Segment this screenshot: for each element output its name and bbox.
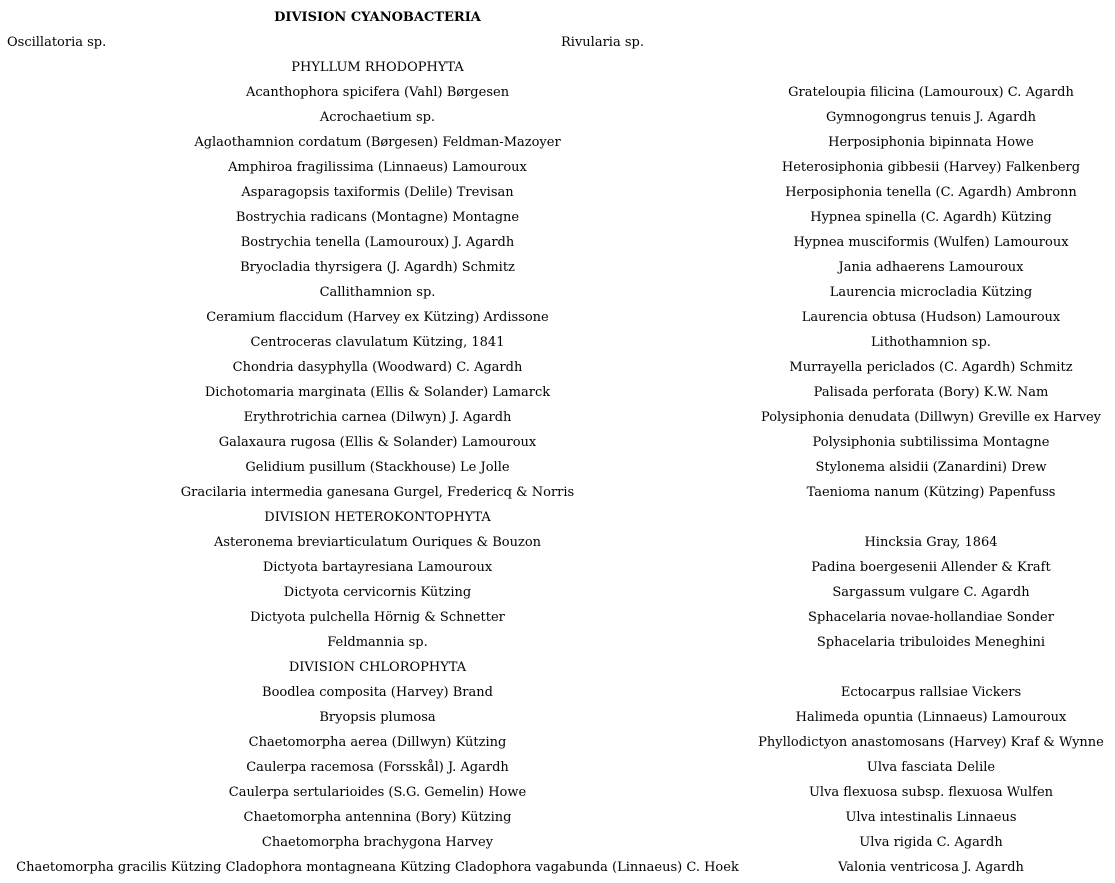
cyanobacteria-heading-row bbox=[0, 5, 1115, 30]
rhodophyta-species-left: Gracilaria intermedia ganesana Gurgel, Fredericq & Norris bbox=[180, 485, 575, 500]
rhodophyta-species-right: Laurencia obtusa (Hudson) Lamouroux bbox=[801, 310, 1061, 325]
chlorophyta-species-left: Caulerpa sertularioides (S.G. Gemelin) Howe bbox=[228, 785, 527, 800]
chlorophyta-species-left: Caulerpa racemosa (Forsskål) J. Agardh bbox=[246, 760, 509, 775]
cyanobacteria-species-row bbox=[0, 30, 1115, 55]
cyanobacteria-species-left: Oscillatoria sp. bbox=[7, 35, 107, 50]
rhodophyta-species-left: Ceramium flaccidum (Harvey ex Kützing) Ardissone bbox=[206, 310, 549, 325]
rhodophyta-species-row bbox=[0, 380, 1115, 405]
heterokontophyta-heading-row bbox=[0, 505, 1115, 530]
chlorophyta-heading: DIVISION CHLOROPHYTA bbox=[288, 660, 467, 675]
chlorophyta-species-right: Ulva flexuosa subsp. flexuosa Wulfen bbox=[808, 785, 1054, 800]
heterokontophyta-species-left: Dictyota cervicornis Kützing bbox=[283, 585, 472, 600]
rhodophyta-species-row bbox=[0, 330, 1115, 355]
heterokontophyta-species-right: Padina boergesenii Allender & Kraft bbox=[811, 560, 1051, 575]
heterokontophyta-species-row bbox=[0, 555, 1115, 580]
chlorophyta-species-right: Phyllodictyon anastomosans (Harvey) Kraf & Wynne bbox=[758, 735, 1104, 750]
rhodophyta-species-row bbox=[0, 305, 1115, 330]
rhodophyta-species-left: Asparagopsis taxiformis (Delile) Trevisan bbox=[241, 185, 514, 200]
rhodophyta-species-left: Callithamnion sp. bbox=[319, 285, 436, 300]
chlorophyta-species-right: Ulva rigida C. Agardh bbox=[859, 835, 1003, 850]
chlorophyta-species-row bbox=[0, 780, 1115, 805]
chlorophyta-species-row bbox=[0, 755, 1115, 780]
rhodophyta-species-left: Bostrychia tenella (Lamouroux) J. Agardh bbox=[240, 235, 515, 250]
rhodophyta-species-left: Chondria dasyphylla (Woodward) C. Agardh bbox=[232, 360, 523, 375]
rhodophyta-species-left: Erythrotrichia carnea (Dilwyn) J. Agardh bbox=[243, 410, 512, 425]
chlorophyta-species-right: Halimeda opuntia (Linnaeus) Lamouroux bbox=[795, 710, 1067, 725]
chlorophyta-species-left: Boodlea composita (Harvey) Brand bbox=[262, 685, 493, 700]
chlorophyta-species-right: Valonia ventricosa J. Agardh bbox=[838, 860, 1024, 875]
rhodophyta-species-right: Palisada perforata (Bory) K.W. Nam bbox=[813, 385, 1049, 400]
cyanobacteria-heading: DIVISION CYANOBACTERIA bbox=[274, 10, 481, 25]
chlorophyta-species-row bbox=[0, 830, 1115, 855]
rhodophyta-species-row bbox=[0, 205, 1115, 230]
rhodophyta-species-left: Dichotomaria marginata (Ellis & Solander) Lamarck bbox=[204, 385, 551, 400]
rhodophyta-species-right: Gymnogongrus tenuis J. Agardh bbox=[826, 110, 1036, 125]
rhodophyta-species-left: Acrochaetium sp. bbox=[319, 110, 436, 125]
chlorophyta-species-row bbox=[0, 680, 1115, 705]
chlorophyta-species-left: Chaetomorpha antennina (Bory) Kützing bbox=[243, 810, 512, 825]
rhodophyta-species-left: Bryocladia thyrsigera (J. Agardh) Schmitz bbox=[240, 260, 515, 275]
rhodophyta-species-row bbox=[0, 255, 1115, 280]
rhodophyta-species-left: Bostrychia radicans (Montagne) Montagne bbox=[235, 210, 520, 225]
chlorophyta-species-right: Ulva fasciata Delile bbox=[866, 760, 996, 775]
rhodophyta-species-right: Laurencia microcladia Kützing bbox=[829, 285, 1033, 300]
chlorophyta-species-left: Chaetomorpha gracilis Kützing Cladophora montagneana Kützing Cladophora vagabunda (Linnaeus) C. Hoek bbox=[16, 860, 739, 875]
rhodophyta-species-left: Galaxaura rugosa (Ellis & Solander) Lamouroux bbox=[218, 435, 537, 450]
rhodophyta-species-left: Gelidium pusillum (Stackhouse) Le Jolle bbox=[245, 460, 510, 475]
rhodophyta-species-row bbox=[0, 230, 1115, 255]
rhodophyta-species-row bbox=[0, 280, 1115, 305]
chlorophyta-species-left: Chaetomorpha brachygona Harvey bbox=[261, 835, 494, 850]
heterokontophyta-species-right: Sphacelaria novae-hollandiae Sonder bbox=[808, 610, 1054, 625]
rhodophyta-species-left: Amphiroa fragilissima (Linnaeus) Lamouroux bbox=[228, 160, 527, 175]
rhodophyta-species-right: Lithothamnion sp. bbox=[871, 335, 991, 350]
heterokontophyta-species-row bbox=[0, 630, 1115, 655]
chlorophyta-species-right: Ulva intestinalis Linnaeus bbox=[845, 810, 1017, 825]
rhodophyta-species-row bbox=[0, 405, 1115, 430]
heterokontophyta-species-left: Feldmannia sp. bbox=[327, 635, 428, 650]
rhodophyta-species-right: Heterosiphonia gibbesii (Harvey) Falkenberg bbox=[781, 160, 1081, 175]
heterokontophyta-species-left: Dictyota pulchella Hörnig & Schnetter bbox=[250, 610, 505, 625]
rhodophyta-species-left: Aglaothamnion cordatum (Børgesen) Feldman-Mazoyer bbox=[194, 135, 561, 150]
rhodophyta-species-row bbox=[0, 155, 1115, 180]
rhodophyta-species-row bbox=[0, 480, 1115, 505]
rhodophyta-species-right: Stylonema alsidii (Zanardini) Drew bbox=[815, 460, 1047, 475]
heterokontophyta-species-right: Sphacelaria tribuloides Meneghini bbox=[816, 635, 1046, 650]
rhodophyta-species-right: Grateloupia filicina (Lamouroux) C. Agardh bbox=[788, 85, 1074, 100]
rhodophyta-species-right: Jania adhaerens Lamouroux bbox=[838, 260, 1024, 275]
heterokontophyta-species-right: Sargassum vulgare C. Agardh bbox=[832, 585, 1030, 600]
rhodophyta-species-row bbox=[0, 430, 1115, 455]
rhodophyta-species-right: Herposiphonia tenella (C. Agardh) Ambronn bbox=[785, 185, 1077, 200]
chlorophyta-species-row bbox=[0, 855, 1115, 880]
rhodophyta-species-right: Polysiphonia denudata (Dillwyn) Greville ex Harvey bbox=[760, 410, 1102, 425]
rhodophyta-heading: PHYLLUM RHODOPHYTA bbox=[291, 60, 464, 75]
chlorophyta-species-left: Chaetomorpha aerea (Dillwyn) Kützing bbox=[248, 735, 507, 750]
rhodophyta-species-row bbox=[0, 180, 1115, 205]
heterokontophyta-species-right: Hincksia Gray, 1864 bbox=[864, 535, 998, 550]
chlorophyta-species-left: Bryopsis plumosa bbox=[319, 710, 436, 725]
chlorophyta-species-right: Ectocarpus rallsiae Vickers bbox=[840, 685, 1022, 700]
heterokontophyta-heading: DIVISION HETEROKONTOPHYTA bbox=[264, 510, 491, 525]
chlorophyta-heading-row bbox=[0, 655, 1115, 680]
rhodophyta-species-right: Herposiphonia bipinnata Howe bbox=[828, 135, 1034, 150]
rhodophyta-heading-row bbox=[0, 55, 1115, 80]
rhodophyta-species-right: Hypnea musciformis (Wulfen) Lamouroux bbox=[793, 235, 1069, 250]
rhodophyta-species-right: Taenioma nanum (Kützing) Papenfuss bbox=[806, 485, 1056, 500]
rhodophyta-species-row bbox=[0, 105, 1115, 130]
rhodophyta-species-right: Murrayella periclados (C. Agardh) Schmitz bbox=[789, 360, 1073, 375]
rhodophyta-species-right: Hypnea spinella (C. Agardh) Kützing bbox=[810, 210, 1052, 225]
chlorophyta-species-row bbox=[0, 805, 1115, 830]
cyanobacteria-species-middle: Rivularia sp. bbox=[561, 35, 644, 50]
chlorophyta-species-row bbox=[0, 705, 1115, 730]
heterokontophyta-species-left: Asteronema breviarticulatum Ouriques & Bouzon bbox=[213, 535, 542, 550]
rhodophyta-species-right: Polysiphonia subtilissima Montagne bbox=[812, 435, 1050, 450]
rhodophyta-species-row bbox=[0, 355, 1115, 380]
heterokontophyta-species-row bbox=[0, 605, 1115, 630]
heterokontophyta-species-left: Dictyota bartayresiana Lamouroux bbox=[262, 560, 493, 575]
rhodophyta-species-row bbox=[0, 455, 1115, 480]
rhodophyta-species-left: Acanthophora spicifera (Vahl) Børgesen bbox=[245, 85, 510, 100]
chlorophyta-species-row bbox=[0, 730, 1115, 755]
rhodophyta-species-row bbox=[0, 80, 1115, 105]
rhodophyta-species-left: Centroceras clavulatum Kützing, 1841 bbox=[250, 335, 505, 350]
heterokontophyta-species-row bbox=[0, 530, 1115, 555]
heterokontophyta-species-row bbox=[0, 580, 1115, 605]
rhodophyta-species-row bbox=[0, 130, 1115, 155]
